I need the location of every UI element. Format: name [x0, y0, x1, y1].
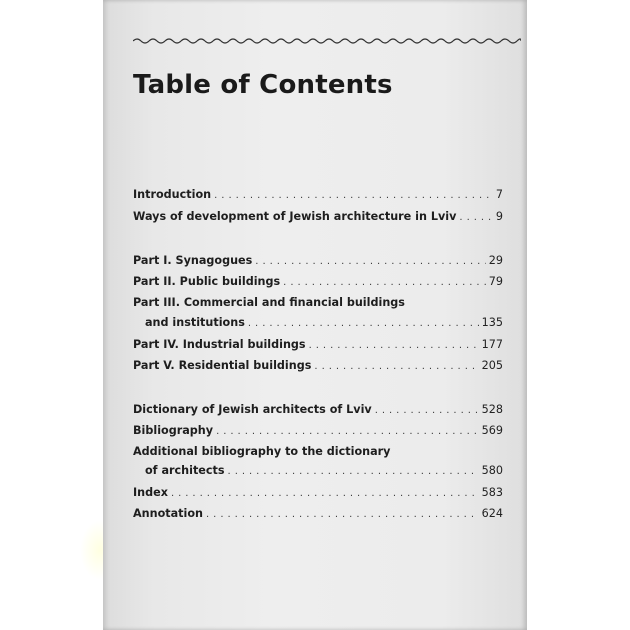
- toc-entry-label: Index: [133, 486, 168, 499]
- dot-leader: [283, 277, 486, 288]
- dot-leader: [459, 212, 492, 223]
- dot-leader: [314, 361, 478, 372]
- toc-entry-part-4: [133, 338, 503, 356]
- toc-entry-label: Ways of development of Jewish architecture in Lviv: [133, 210, 457, 223]
- toc-entry-page: 7: [495, 188, 503, 201]
- toc-entry-page: 9: [495, 210, 503, 223]
- toc-entry-part-5: [133, 359, 503, 377]
- toc-entry-label: Part II. Public buildings: [133, 275, 281, 288]
- toc-entry-ways-of-development: [133, 210, 503, 228]
- dot-leader: [375, 405, 479, 416]
- toc-entry-part-2: [133, 275, 503, 293]
- toc-entry-label: Bibliography: [133, 424, 214, 437]
- toc-entry-part-1: [133, 254, 503, 272]
- wavy-divider-icon: [133, 36, 521, 46]
- toc-entry-page: 135: [481, 316, 503, 329]
- toc-entry-label: Part I. Synagogues: [133, 254, 253, 267]
- toc-entry-annotation: [133, 507, 503, 525]
- toc-entry-label: Dictionary of Jewish architects of Lviv: [133, 403, 372, 416]
- dot-leader: [309, 340, 479, 351]
- dot-leader: [171, 488, 479, 499]
- toc-entry-page: 528: [481, 403, 503, 416]
- dot-leader: [214, 190, 493, 201]
- dot-leader: [248, 318, 479, 329]
- dot-leader: [206, 509, 479, 520]
- toc-entry-introduction: [133, 188, 503, 206]
- toc-entry-label: Introduction: [133, 188, 212, 201]
- toc-entry-bibliography: [133, 424, 503, 442]
- toc-entry-label: Part V. Residential buildings: [133, 359, 312, 372]
- toc-entry-page: 79: [488, 275, 503, 288]
- toc-entry-page: 580: [481, 464, 503, 477]
- toc-entry-page: 583: [481, 486, 503, 499]
- toc-entry-page: 177: [481, 338, 503, 351]
- toc-entry-part-3: [133, 316, 503, 334]
- page-title: Table of Contents: [133, 70, 393, 100]
- toc-entry-page: 205: [481, 359, 503, 372]
- toc-entry-label: of architects: [145, 464, 225, 477]
- toc-entry-dictionary: [133, 403, 503, 421]
- dot-leader: [255, 256, 485, 267]
- toc-entry-page: 29: [488, 254, 503, 267]
- dot-leader: [228, 466, 479, 477]
- toc-entry-label: Annotation: [133, 507, 204, 520]
- book-page: [103, 0, 527, 630]
- toc-entry-additional-bibliography: [133, 464, 503, 482]
- toc-entry-page: 569: [481, 424, 503, 437]
- toc-entry-label: and institutions: [145, 316, 245, 329]
- toc-entry-part-3-line1: Part III. Commercial and financial buildings: [133, 296, 405, 309]
- dot-leader: [216, 426, 479, 437]
- toc-entry-page: 624: [481, 507, 503, 520]
- toc-entry-additional-bibliography-line1: Additional bibliography to the dictionary: [133, 445, 391, 458]
- toc-entry-label: Part IV. Industrial buildings: [133, 338, 306, 351]
- toc-entry-index: [133, 486, 503, 504]
